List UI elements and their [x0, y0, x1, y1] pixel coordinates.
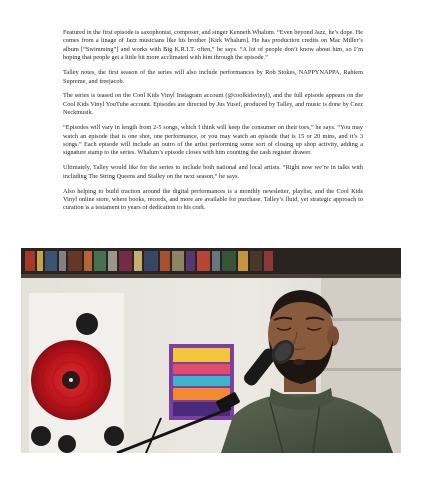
article-body: [63, 29, 363, 219]
performance-photo: [21, 248, 401, 453]
article-paragraph: The series is teased on the Cool Kids Vinyl Instagram account (@coolkidsvinyl), and the full episode appears on the Cool Kids Vinyl YouTube account. Episodes are directed by Jus Yusef, produced by Talley, and music is done by Ceez Neckmusik.: [63, 92, 363, 117]
speaker-dot: [58, 435, 76, 453]
red-vinyl-record: [31, 340, 111, 420]
article-paragraph: Ultimately, Talley would like for the series to include both national and local artists. “Right now we’re in talks with including The String Queens and Stalley on the next season,” he says.: [63, 164, 363, 180]
speaker-dot: [104, 426, 124, 446]
photo-illustration: [21, 248, 401, 453]
article-paragraph: Talley notes, the first season of the series will also include performances by Rob Stokes, NAPPYNAPPA, Rahiem Supreme, and freejacob.: [63, 69, 363, 85]
article-paragraph: “Episodes will vary in length from 2-5 songs, which I think will keep the consumer on their toes,” he says. “You may watch an episode that is one shot, one performance, or you may watch an episode that is 15 or 20 mins, and it’s 3 songs.” Each episode will include an outro of the artist performing some sort of closing up shop activity, adding a signature stamp to the series. Whalum’s episode closes with him counting the cash register drawer.: [63, 124, 363, 157]
record-spines: [25, 251, 273, 271]
speaker-dot: [76, 313, 98, 335]
article-paragraph: Featured in the first episode is saxophonist, composer, and singer Kenneth Whalum. “Even beyond Jazz, he’s dope. He comes from a linage of Jazz musicians like his brother [Kirk Whalum]. He has production credits on Mac Miller’s album [“Swimming”] and works with Big K.R.I.T. often,” he says. “A lot of people don’t know about him, so I’m hoping that people get a little bit more acclimated with him through the episode.”: [63, 29, 363, 62]
speaker-dot: [31, 426, 51, 446]
article-paragraph: Also helping to build traction around the digital performances is a monthly newsletter, playlist, and the Cool Kids Vinyl online store, where books, records, and more are available for purchase. Talley’s fluid, yet strategic approach to curation is a testament to years of dedication to his craft.: [63, 187, 363, 212]
